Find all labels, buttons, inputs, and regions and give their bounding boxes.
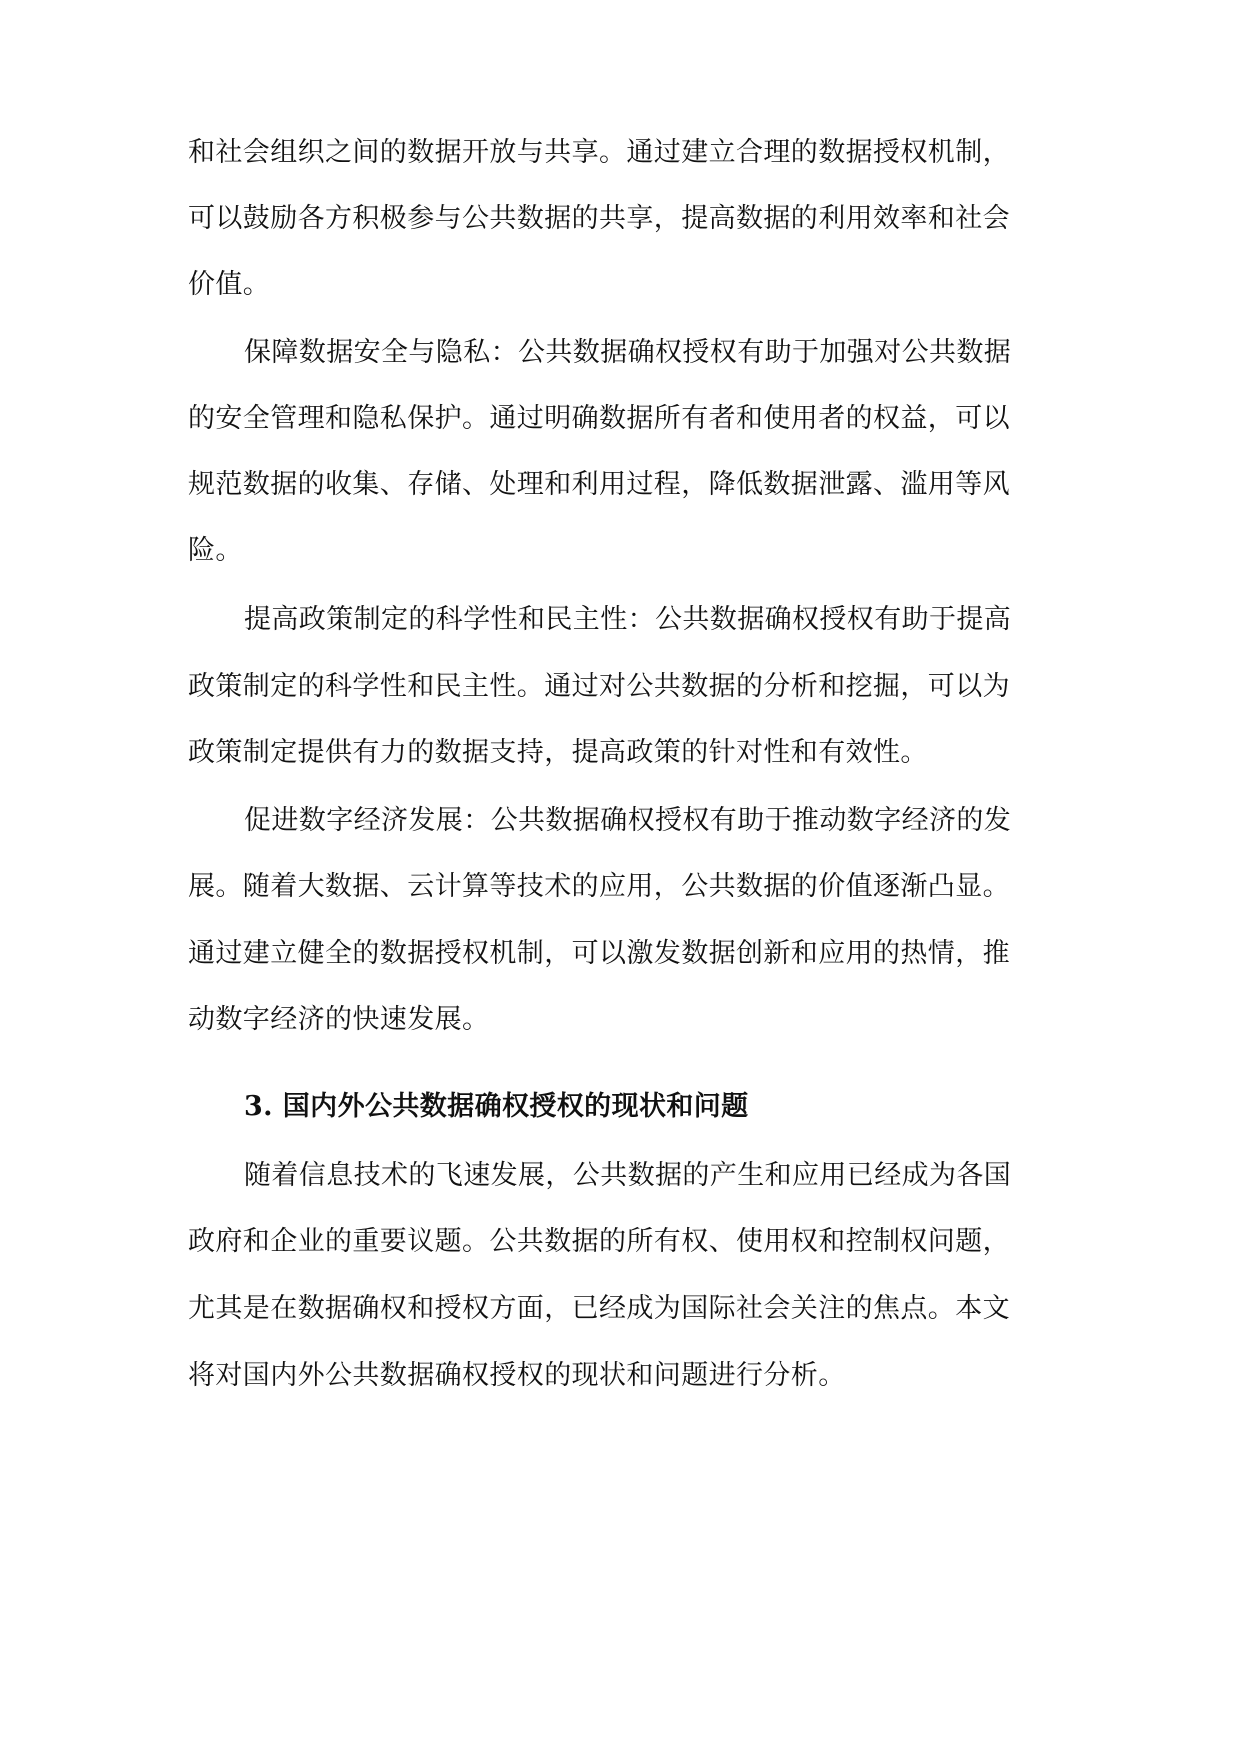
paragraph-line: 险。 [188,535,243,566]
paragraph-line: 通过建立健全的数据授权机制，可以激发数据创新和应用的热情，推 [188,938,1010,969]
paragraph-line: 保障数据安全与隐私：公共数据确权授权有助于加强对公共数据 [244,337,1012,368]
paragraph-line: 和社会组织之间的数据开放与共享。通过建立合理的数据授权机制， [188,137,1010,168]
paragraph-line: 尤其是在数据确权和授权方面，已经成为国际社会关注的焦点。本文 [188,1293,1010,1324]
paragraph-line: 政府和企业的重要议题。公共数据的所有权、使用权和控制权问题， [188,1226,1010,1257]
paragraph-line: 可以鼓励各方积极参与公共数据的共享，提高数据的利用效率和社会 [188,203,1010,234]
section-heading: 3. 国内外公共数据确权授权的现状和问题 [244,1091,749,1122]
paragraph-line: 促进数字经济发展：公共数据确权授权有助于推动数字经济的发 [244,805,1012,836]
paragraph-line: 政策制定的科学性和民主性。通过对公共数据的分析和挖掘，可以为 [188,671,1010,702]
paragraph-line: 的安全管理和隐私保护。通过明确数据所有者和使用者的权益，可以 [188,403,1010,434]
paragraph-line: 规范数据的收集、存储、处理和利用过程，降低数据泄露、滥用等风 [188,469,1010,500]
paragraph-line: 随着信息技术的飞速发展，公共数据的产生和应用已经成为各国 [244,1160,1012,1191]
paragraph-line: 将对国内外公共数据确权授权的现状和问题进行分析。 [188,1360,846,1391]
paragraph-line: 展。随着大数据、云计算等技术的应用，公共数据的价值逐渐凸显。 [188,871,1010,902]
paragraph-line: 政策制定提供有力的数据支持，提高政策的针对性和有效性。 [188,737,928,768]
paragraph-line: 价值。 [188,269,271,300]
paragraph-line: 提高政策制定的科学性和民主性：公共数据确权授权有助于提高 [244,604,1012,635]
paragraph-line: 动数字经济的快速发展。 [188,1004,490,1035]
